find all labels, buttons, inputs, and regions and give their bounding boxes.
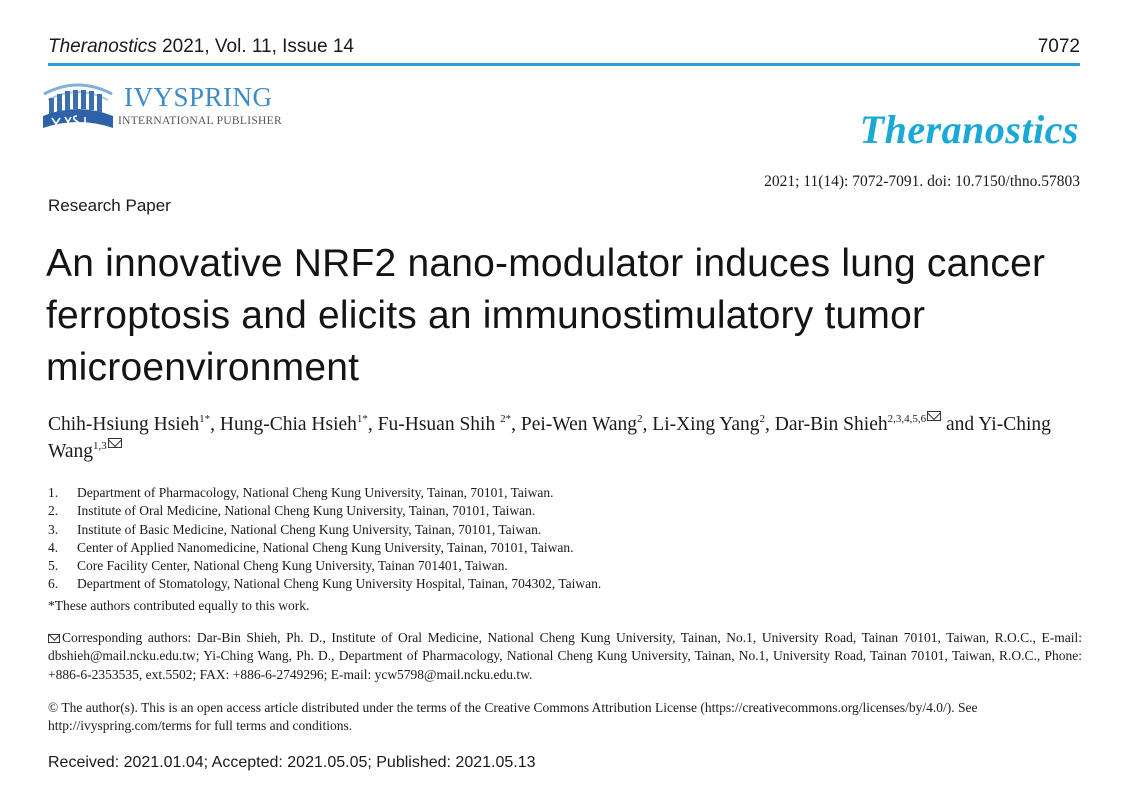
author-affiliation-marker: 1* xyxy=(199,413,211,425)
affiliation-text: Institute of Oral Medicine, National Cheng Kung University, Tainan, 70101, Taiwan. xyxy=(77,503,536,519)
author-affiliation-marker: 1,3 xyxy=(93,440,107,452)
header-rule xyxy=(48,63,1080,66)
author-list xyxy=(48,411,1088,465)
affiliation-text: Department of Stomatology, National Cheng Kung University Hospital, Tainan, 704302, Taiwan. xyxy=(77,576,602,592)
corresponding-text: Corresponding authors: Dar-Bin Shieh, Ph. D., Institute of Oral Medicine, National Cheng Kung University, Tainan, No.1, University Road, Tainan 70101, Taiwan, R.O.C., E-mail: dbshieh@mail.ncku.edu.tw; Yi-Ching Wang, Ph. D., Department of Pharmacology, National Cheng Kung University, Tainan, No.1, University Road, Tainan 70101, Taiwan, R.O.C., Phone: +886-6-2353535, ext.5502; FAX: +886-6-2749296; E-mail: ycw5798@mail.ncku.edu.tw. xyxy=(48,630,1082,682)
envelope-icon xyxy=(108,438,122,448)
running-header xyxy=(48,34,1080,62)
affiliation-number: 5. xyxy=(48,558,59,574)
publisher-logo xyxy=(40,80,300,132)
author-name: Fu-Hsuan Shih xyxy=(377,414,501,435)
equal-contribution-note: *These authors contributed equally to this work. xyxy=(48,598,310,613)
journal-brand-text: Theranostics xyxy=(859,107,1079,152)
affiliation-text: Institute of Basic Medicine, National Cheng Kung University, Tainan, 70101, Taiwan. xyxy=(77,521,542,537)
author-affiliation-marker: 2 xyxy=(637,413,643,425)
author-name: Chih-Hsiung Hsieh xyxy=(48,414,200,435)
affiliation-list xyxy=(48,484,1088,594)
author-separator: and xyxy=(941,414,979,435)
page-number: 7072 xyxy=(1037,36,1080,57)
author-separator: , xyxy=(765,414,775,435)
affiliation-item xyxy=(48,557,1088,575)
author-affiliation-marker: 2,3,4,5,6 xyxy=(887,413,927,425)
journal-issue-line xyxy=(48,36,354,58)
author-affiliation-marker: 2* xyxy=(500,413,512,425)
author-name: Yi-Ching Wang xyxy=(48,414,1051,462)
author-name: Dar-Bin Shieh xyxy=(774,414,888,435)
author-affiliation-marker: 1* xyxy=(356,413,368,425)
affiliation-number: 3. xyxy=(48,521,59,537)
author-separator: , xyxy=(210,414,220,435)
paper-type: Research Paper xyxy=(48,196,171,215)
author-separator: , xyxy=(642,414,653,435)
paper-title: An innovative NRF2 nano-modulator induces lung cancer ferroptosis and elicits an immunostimulatory tumor microenvironment xyxy=(46,242,1046,389)
affiliation-number: 1. xyxy=(48,485,59,500)
author-separator: , xyxy=(367,414,378,435)
affiliation-number: 2. xyxy=(48,503,59,519)
affiliation-text: Department of Pharmacology, National Cheng Kung University, Tainan, 70101, Taiwan. xyxy=(77,485,554,500)
affiliation-number: 4. xyxy=(48,539,59,555)
affiliation-item xyxy=(48,502,1088,520)
publication-dates: Received: 2021.01.04; Accepted: 2021.05.05; Published: 2021.05.13 xyxy=(48,754,536,771)
publisher-name: IVYSPRING xyxy=(124,82,273,112)
affiliation-item xyxy=(48,539,1088,557)
journal-name: Theranostics xyxy=(48,36,157,57)
envelope-icon xyxy=(927,411,941,421)
affiliation-text: Core Facility Center, National Cheng Kung University, Tainan 701401, Taiwan. xyxy=(77,558,508,574)
envelope-icon xyxy=(48,634,60,643)
journal-info: 2021, Vol. 11, Issue 14 xyxy=(162,36,354,57)
affiliation-number: 6. xyxy=(48,576,59,592)
author-name: Hung-Chia Hsieh xyxy=(219,414,357,435)
publisher-subtitle: INTERNATIONAL PUBLISHER xyxy=(118,115,282,127)
affiliation-text: Center of Applied Nanomedicine, National Cheng Kung University, Tainan, 70101, Taiwan. xyxy=(77,539,574,555)
citation-doi: 2021; 11(14): 7072-7091. doi: 10.7150/thno.57803 xyxy=(764,173,1080,190)
ivyspring-logo-icon xyxy=(40,80,116,132)
affiliation-item xyxy=(48,575,1088,593)
journal-brand-logo xyxy=(815,106,1085,156)
affiliation-item xyxy=(48,521,1088,539)
author-separator: , xyxy=(511,414,521,435)
affiliation-item xyxy=(48,484,1088,502)
corresponding-authors xyxy=(48,629,1082,684)
license-statement: © The author(s). This is an open access article distributed under the terms of the Creative Commons Attribution License (https://creativecommons.org/licenses/by/4.0/). See http://ivyspring.com/terms for full terms and conditions. xyxy=(48,700,978,734)
author-name: Pei-Wen Wang xyxy=(520,414,638,435)
author-affiliation-marker: 2 xyxy=(759,413,766,425)
author-name: Li-Xing Yang xyxy=(652,414,760,435)
